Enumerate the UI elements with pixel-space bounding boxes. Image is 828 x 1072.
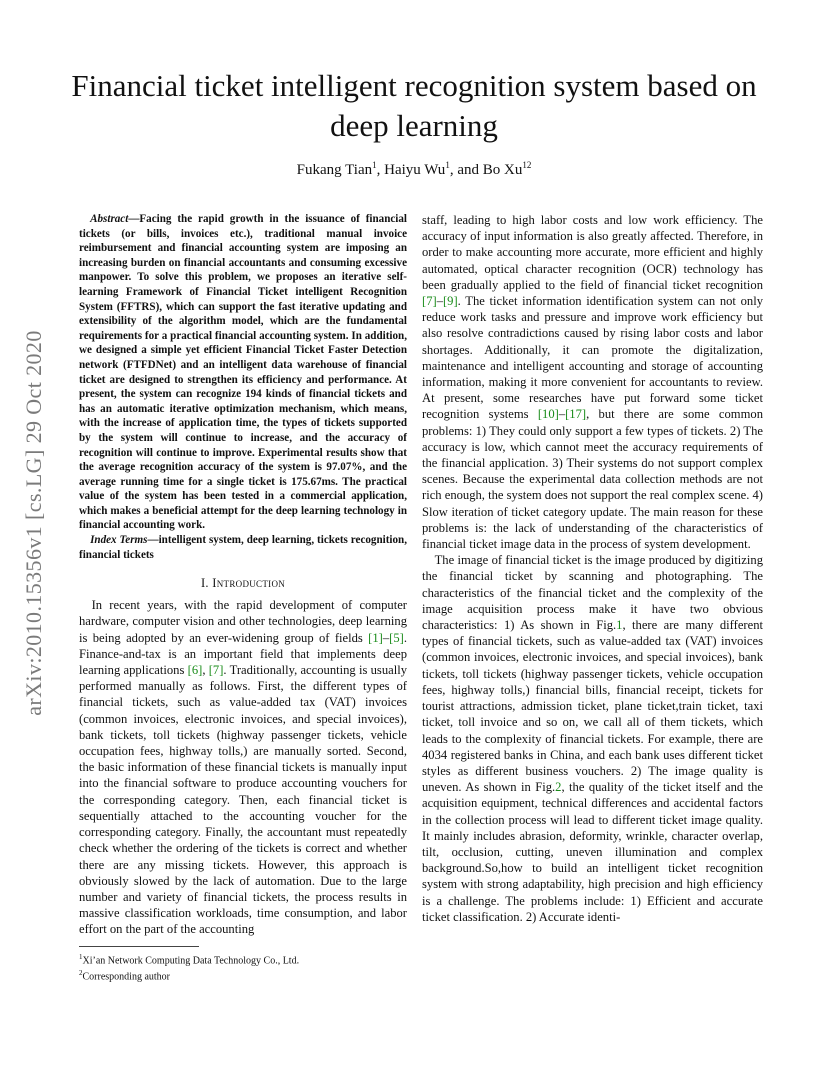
section-number: I.	[200, 576, 213, 591]
footnote-list	[79, 951, 407, 984]
abstract-text: Facing the rapid growth in the issuance of financial tickets (or bills, invoices etc.), traditional manual invoice reimbursement and financial accounting system are imposing an increasing burden on financial accountants and consuming excessive manpower. To solve this problem, we proposes an iterative self-learning Framework of Financial Ticket intelligent Recognition System (FFTRS), which can support the fast iterative updating and extensibility of the algorithm model, which are the fundamental requirements for a practical financial accounting system. In addition, we designed a simple yet efficient Financial Ticket Faster Detection network (FTFDNet) and an intelligent data warehouse of financial ticket are designed to strengthen its efficiency and performance. At present, the system can recognize 194 kinds of financial tickets and has an automatic iterative optimization mechanism, which means, with the increase of application time, the types of tickets supported by the system will continue to increase, and the accuracy of recognition will continue to improve. Experimental results show that the average recognition accuracy of the system is 97.07%, and the average running time for a single ticket is 175.67ms. The practical value of the system has been tested in a commercial application, which makes a beneficial attempt for the deep learning technology in financial accounting work.	[79, 213, 407, 532]
author-affiliation-mark: 12	[522, 160, 532, 170]
paper-title: Financial ticket intelligent recognition system based on deep learning	[71, 68, 757, 143]
left-column	[79, 212, 407, 938]
author-affiliation-mark: 1	[372, 160, 377, 170]
author-affiliation-mark: 1	[445, 160, 450, 170]
footnote	[79, 967, 407, 983]
arxiv-identifier: arXiv:2010.15356v1 [cs.LG] 29 Oct 2020	[21, 330, 46, 716]
arxiv-sidebar-stamp	[18, 288, 50, 758]
left-body-text	[79, 597, 407, 937]
author-name: Bo Xu	[482, 162, 523, 178]
index-terms-text: intelligent system, deep learning, tickets recognition, financial tickets	[79, 534, 407, 561]
footnotes	[79, 946, 407, 984]
section-title: Introduction	[212, 576, 286, 591]
citation-link[interactable]: [7]	[422, 294, 437, 309]
index-terms: Index Terms—intelligent system, deep learning, tickets recognition, financial tickets	[79, 534, 407, 561]
footnote-mark: 1	[79, 953, 83, 961]
citation-link[interactable]: 2	[555, 780, 562, 795]
abstract-label: Abstract	[90, 213, 129, 225]
footnote	[79, 951, 407, 967]
author-name: Haiyu Wu	[384, 162, 446, 178]
citation-link[interactable]: [7]	[208, 663, 224, 678]
footnote-text: Xi’an Network Computing Data Technology Co., Ltd.	[82, 955, 300, 967]
citation-link[interactable]: [5]	[389, 630, 404, 645]
abstract: Abstract—Facing the rapid growth in the issuance of financial tickets (or bills, invoices etc.), traditional manual invoice reimbursement and financial accounting system are imposing an increasing burden on financial accountants and consuming excessive manpower. To solve this problem, we proposes an iterative self-learning Framework of Financial Ticket intelligent Recognition System (FFTRS), which can support the fast iterative updating and extensibility of the algorithm model, which are the fundamental requirements for a practical financial accounting system. In addition, we designed a simple yet efficient Financial Ticket Faster Detection network (FTFDNet) and an intelligent data warehouse of financial ticket are designed to strengthen its efficiency and performance. At present, the system can recognize 194 kinds of financial tickets and has an automatic iterative optimization mechanism, which means, with the increase of application time, the types of tickets supported by the system will continue to increase, and the accuracy of recognition will continue to improve. Experimental results show that the average recognition accuracy of the system is 97.07%, and the average running time for a single ticket is 175.67ms. The practical value of the system has been tested in a commercial application, which makes a beneficial attempt for the deep learning technology in financial accounting work.	[79, 213, 407, 532]
right-body-text	[422, 212, 763, 925]
right-column	[422, 212, 763, 925]
section-heading	[79, 576, 407, 591]
citation-link[interactable]: [17]	[565, 407, 587, 422]
body-paragraph: In recent years, with the rapid development of computer hardware, computer vision and other technologies, deep learning is being adopted by an ever-widening group of fields [1]–[5]. Finance-and-tax is an important field that implements deep learning applications [6], [7]. Traditionally, accounting is usually performed manually as follows. First, the different types of financial tickets, such as value-added tax (VAT) invoices (common invoices, electronic invoices, and special invoices), bank tickets, toll tickets (highway passenger tickets, vehicle occupation fees, highway tolls,) are manually sorted. Second, the basic information of these financial tickets is manually input into the financial software to produce accounting vouchers for the corresponding category. Then, each financial ticket is sequentially attached to the accounting voucher for the corresponding category. Finally, the accountant must repeatedly check whether the ordering of the tickets is correct and whether there are any missing tickets. However, this approach is obviously slowed by the lack of automation. Due to the large number and variety of financial tickets, the process results in massive classification workloads, time consumption, and labor effort on the part of the accounting	[79, 598, 407, 937]
citation-link[interactable]: [6]	[187, 663, 203, 678]
body-paragraph: The image of financial ticket is the image produced by digitizing the financial ticket by scanning and photographing. The characteristics of the financial ticket and the complexity of the image acquisition process make it have two obvious characteristics: 1) As shown in Fig.1, there are many different types of financial tickets, such as value-added tax (VAT) invoices (common invoices, electronic invoices, and special invoices), bank tickets, toll tickets (highway passenger tickets, vehicle occupation fees, highway tolls,) financial bills, financial receipt, tickets for tourist attractions, admission ticket, plane ticket,train ticket, taxi ticket, toll invoice and so on, we call all of them tickets, which leads to the complexity of financial tickets. For example, there are 4034 registered banks in China, and each bank uses different ticket styles as different business vouchers. 2) The image quality is uneven. As shown in Fig.2, the quality of the ticket itself and the acquisition equipment, technical differences and accidental factors in the collection process will lead to different ticket image quality. It mainly includes abrasion, deformity, wrinkle, character overlap, tilt, occlusion, cutting, uneven illumination and complex background.So,how to build an intelligent ticket recognition system with strong adaptability, high precision and high efficiency is a challenge. The problems include: 1) Efficient and accurate ticket classification. 2) Accurate identi-	[422, 553, 764, 924]
index-terms-label: Index Terms	[90, 534, 148, 547]
citation-link[interactable]: 1	[616, 618, 623, 633]
citation-link[interactable]: [9]	[442, 294, 458, 309]
citation-link[interactable]: [1]	[368, 630, 383, 645]
footnote-rule	[79, 946, 199, 947]
author-name: Fukang Tian	[296, 162, 373, 178]
body-paragraph: staff, leading to high labor costs and low work efficiency. The accuracy of input information is also greatly affected. Therefore, in order to make accounting more accurate, more efficient and highly automated, optical character recognition (OCR) technology has been gradually applied to the field of financial ticket recognition [7]–[9]. The ticket information identification system can not only reduce work tasks and pressure and improve work efficiency but also resolve contradictions caused by rising labor costs and labor shortages. Additionally, it can promote the digitalization, maintenance and intelligent accounting and storage of accounting information, making it more convenient for accountants to review. At present, some researches have put forward some ticket recognition systems [10]–[17], but there are some common problems: 1) They could only support a few types of tickets. 2) The accuracy is low, which cannot meet the accuracy requirements of the financial application. 3) Their systems do not support complex scenes. Because the experimental data collection methods are not rich enough, the system does not support the real complex scene. 4) Slow iteration of ticket category update. The main reason for these problems is: the lack of understanding of the characteristics of financial ticket image data in the process of system development.	[422, 213, 763, 552]
footnote-text: Corresponding author	[82, 971, 170, 983]
footnote-mark: 2	[79, 969, 83, 978]
author-list: Fukang Tian$^1$, Haiyu Wu$^1$, and Bo Xu$^{12}$	[296, 160, 532, 178]
citation-link[interactable]: [10]	[537, 407, 559, 422]
